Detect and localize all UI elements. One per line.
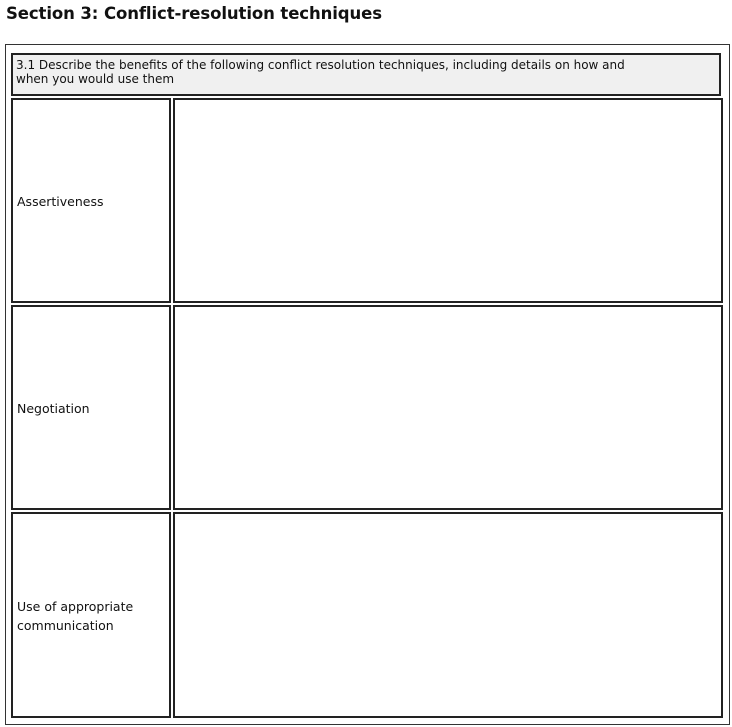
row-label-assertiveness	[11, 98, 171, 303]
question-text-line-2: when you would use them	[16, 72, 175, 86]
row-label-text: Use of appropriate communication	[17, 599, 134, 633]
answer-box-negotiation[interactable]	[173, 305, 723, 510]
question-text-line-1: 3.1 Describe the benefits of the following conflict resolution techniques, including details on how and	[16, 58, 625, 72]
row-label-communication	[11, 512, 171, 718]
row-label-negotiation	[11, 305, 171, 510]
row-label-text: Assertiveness	[17, 194, 104, 209]
row-label-text: Negotiation	[17, 401, 90, 416]
section-title: Section 3: Conflict-resolution techniques	[6, 4, 382, 23]
answer-box-communication[interactable]	[173, 512, 723, 718]
question-prompt	[11, 53, 721, 96]
answer-box-assertiveness[interactable]	[173, 98, 723, 303]
